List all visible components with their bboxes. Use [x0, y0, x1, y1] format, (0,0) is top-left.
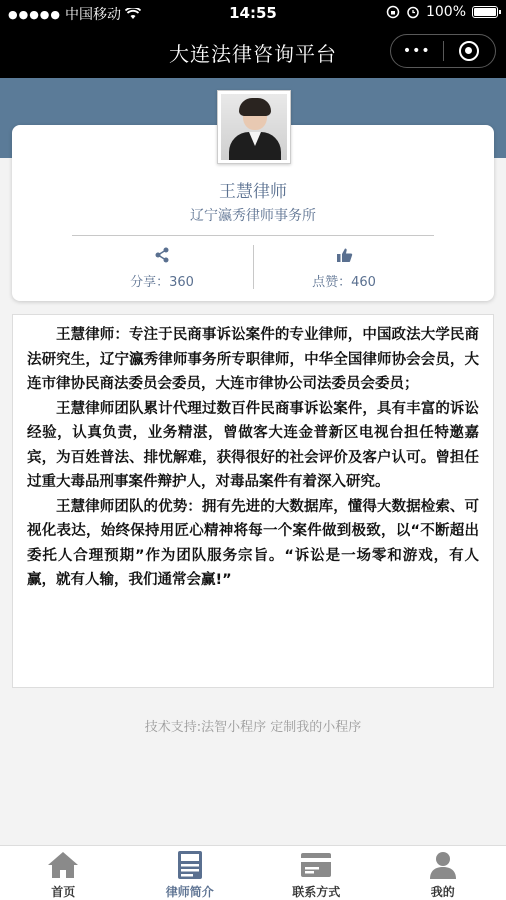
share-icon	[154, 247, 170, 263]
law-firm-name: 辽宁瀛秀律师事务所	[190, 208, 316, 224]
tab-home[interactable]	[0, 846, 127, 900]
thumbs-up-icon	[336, 247, 353, 263]
user-icon	[428, 850, 458, 880]
status-right	[386, 4, 498, 20]
profile-document-icon	[177, 850, 203, 880]
home-icon	[46, 850, 80, 880]
tab-bar	[0, 845, 506, 900]
close-miniprogram-button[interactable]	[443, 41, 495, 61]
share-count-label: 分享：360	[130, 275, 194, 290]
intro-paragraph: 王慧律师：专注于民商事诉讼案件的专业律师，中国政法大学民商法研究生，辽宁瀛秀律师事务所专职律师，中华全国律师协会会员，大连市律协民商法委员会委员，大连市律协公司法委员会委员；	[27, 327, 479, 392]
like-button[interactable]	[264, 247, 424, 290]
intro-paragraph: 王慧律师团队累计代理过数百件民商事诉讼案件，具有丰富的诉讼经验，认真负责，业务精湛，曾做客大连金普新区电视台担任特邀嘉宾，为百姓普法、排忧解难，获得很好的社会评价及客户认可。曾担任过重大毒品刑事案件辩护人，对毒品案件有着深入研究。	[27, 400, 479, 490]
signal-icon: ●●●●●	[8, 7, 61, 21]
avatar	[217, 90, 291, 164]
more-menu-button[interactable]: •••	[402, 43, 431, 59]
tab-mine[interactable]	[380, 846, 506, 900]
tech-support-link[interactable]: 技术支持:法智小程序 定制我的小程序	[144, 720, 362, 735]
status-time: 14:55	[229, 4, 277, 22]
tab-mine-label: 我的	[430, 885, 455, 899]
battery-percent: 100%	[425, 4, 466, 20]
lawyer-photo	[221, 94, 287, 160]
intro-paragraph: 王慧律师团队的优势：拥有先进的大数据库，懂得大数据检索、可视化表达，始终保持用匠心精神将每一个案件做到极致，以“不断超出委托人合理预期”作为团队服务宗旨。“诉讼是一场零和游戏，有人赢，就有人输，我们通常会赢!”	[27, 498, 479, 588]
stat-separator	[253, 245, 254, 289]
carrier-name: 中国移动	[65, 7, 121, 23]
alarm-icon	[406, 5, 420, 19]
tab-lawyer-intro-label: 律师简介	[165, 885, 214, 899]
like-count-label: 点赞：460	[312, 275, 376, 290]
tab-lawyer-intro[interactable]	[127, 846, 254, 900]
close-ring-icon	[459, 41, 479, 61]
contact-card-icon	[300, 852, 332, 878]
tab-contact-label: 联系方式	[292, 885, 341, 899]
lawyer-introduction	[12, 314, 494, 688]
miniprogram-capsule	[390, 34, 496, 68]
profile-divider	[72, 235, 434, 236]
tab-contact[interactable]	[253, 846, 380, 900]
lawyer-name: 王慧律师	[219, 182, 287, 202]
status-bar	[0, 0, 506, 26]
profile-card	[12, 125, 494, 301]
share-button[interactable]	[82, 247, 242, 290]
battery-icon	[472, 6, 498, 18]
rotation-lock-icon	[386, 5, 400, 19]
tab-home-label: 首页	[51, 885, 76, 899]
nav-bar	[0, 26, 506, 78]
page-title: 大连法律咨询平台	[169, 42, 337, 66]
